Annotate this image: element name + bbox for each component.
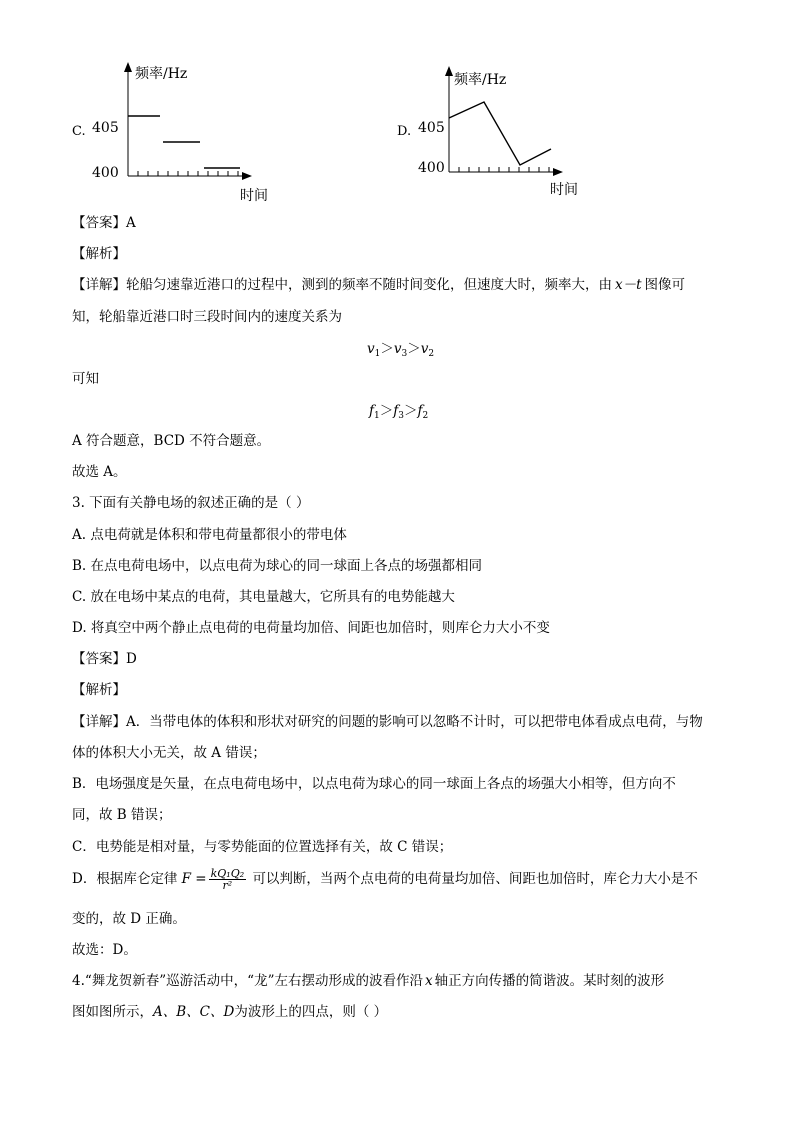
q3-stem: 3. 下面有关静电场的叙述正确的是（ ） bbox=[72, 495, 310, 511]
q3-detail-b-2: 同，故 B 错误； bbox=[72, 807, 172, 823]
q3-option-d: D. 将真空中两个静止点电荷的电荷量均加倍、间距也加倍时，则库仑力大小不变 bbox=[72, 620, 550, 636]
q2-analysis-label: 【解析】 bbox=[72, 246, 126, 262]
option-c-label: C. bbox=[72, 124, 86, 139]
graph-c-ytick-405: 405 bbox=[92, 120, 119, 136]
q3-detail-c: C．电势能是相对量，与零势能面的位置选择有关，故 C 错误； bbox=[72, 839, 453, 855]
q3-option-a: A. 点电荷就是体积和带电荷量都很小的带电体 bbox=[72, 527, 347, 543]
q3-detail-a-2: 体的体积大小无关，故 A 错误； bbox=[72, 745, 266, 761]
graph-c bbox=[90, 58, 310, 208]
q3-detail-d-2: 变的，故 D 正确。 bbox=[72, 911, 186, 927]
graph-d-curve bbox=[449, 102, 551, 165]
q3-detail-a-1: 【详解】A．当带电体的体积和形状对研究的问题的影响可以忽略不计时，可以把带电体看成点电荷，与物 bbox=[72, 714, 703, 730]
graph-d-x-ticks bbox=[459, 167, 549, 172]
graph-d-ylabel: 频率/Hz bbox=[454, 72, 507, 88]
graph-c-x-ticks bbox=[138, 171, 238, 176]
q2-answer: 【答案】A bbox=[72, 215, 136, 231]
q4-stem-line-2: 图如图所示，A、B、C、D为波形上的四点，则（ ） bbox=[72, 1004, 388, 1020]
q3-detail-b-1: B．电场强度是矢量，在点电荷电场中，以点电荷为球心的同一球面上各点的场强大小相等，但方向不 bbox=[72, 776, 676, 792]
q3-detail-d-1: D．根据库仑定律 F = $\frac{\text{kQ₁Q₂}}{\text{r²}}$ 可以判断，当两个点电荷的电荷量均加倍、间距也加倍时，库仑力大小是不 bbox=[72, 867, 698, 892]
q2-velocity-relation: $v_1>v_3>v_2$ bbox=[367, 341, 435, 359]
q2-conclusion: A 符合题意，BCD 不符合题意。 bbox=[72, 433, 271, 449]
coulomb-formula: F = $\frac{\text{kQ₁Q₂}}{\text{r²}}$ bbox=[181, 867, 245, 892]
q2-frequency-relation: $f_1>f_3>f_2$ bbox=[369, 403, 429, 421]
q3-choice: 故选：D。 bbox=[72, 942, 137, 958]
graph-c-xlabel: 时间 bbox=[240, 188, 268, 204]
graph-d-ytick-400: 400 bbox=[418, 160, 445, 176]
q2-detail-line-2: 知，轮船靠近港口时三段时间内的速度关系为 bbox=[72, 309, 342, 325]
graph-c-x-arrow bbox=[242, 172, 252, 180]
q3-option-b: B. 在点电荷电场中，以点电荷为球心的同一球面上各点的场强都相同 bbox=[72, 558, 483, 574]
q3-answer: 【答案】D bbox=[72, 651, 137, 667]
q3-option-c: C. 放在电场中某点的电荷，其电量越大，它所具有的电势能越大 bbox=[72, 589, 455, 605]
option-d-label: D. bbox=[397, 124, 412, 139]
graph-d-y-arrow bbox=[445, 66, 453, 76]
q3-analysis-label: 【解析】 bbox=[72, 682, 126, 698]
q2-kezhi: 可知 bbox=[72, 371, 99, 387]
graph-d-xlabel: 时间 bbox=[550, 182, 578, 198]
graph-c-ytick-400: 400 bbox=[92, 165, 119, 181]
graph-c-ylabel: 频率/Hz bbox=[135, 66, 188, 82]
graph-c-y-arrow bbox=[124, 62, 132, 72]
q2-detail-line-1: 【详解】轮船匀速靠近港口的过程中，测到的频率不随时间变化，但速度大时，频率大，由 x－t 图像可 bbox=[72, 277, 686, 293]
q2-choice: 故选 A。 bbox=[72, 464, 127, 480]
graph-d bbox=[414, 62, 614, 202]
graph-d-x-arrow bbox=[553, 168, 563, 176]
graph-d-ytick-405: 405 bbox=[418, 120, 445, 136]
q2-xt: x－t bbox=[615, 277, 642, 293]
q4-stem-line-1: 4.“舞龙贺新春”巡游活动中，“龙”左右摆动形成的波看作沿 x 轴正方向传播的简谐波。某时刻的波形 bbox=[72, 973, 665, 989]
